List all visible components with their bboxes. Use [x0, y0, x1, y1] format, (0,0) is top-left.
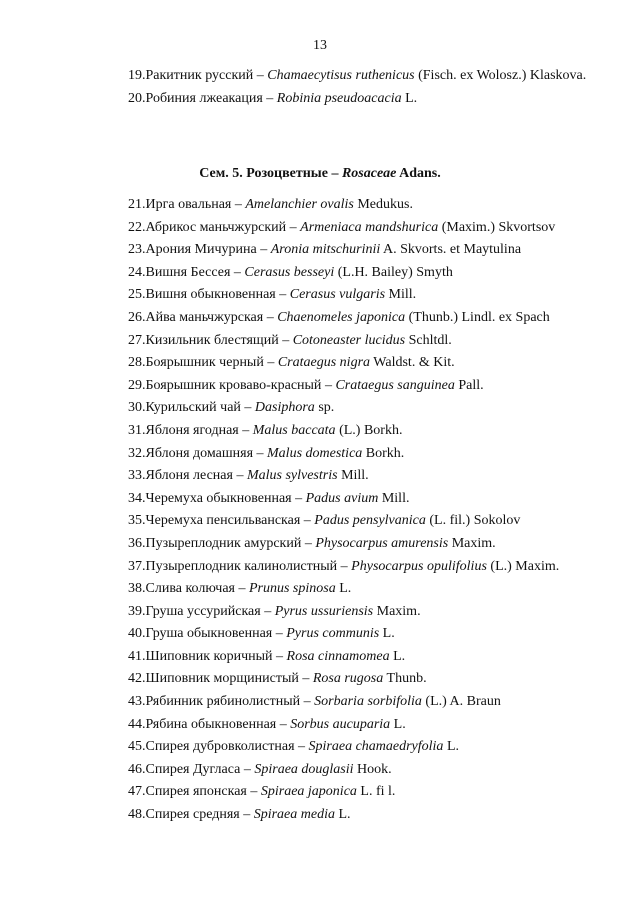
dash: –: [294, 739, 309, 755]
list-item: [128, 420, 596, 443]
dash: –: [301, 535, 316, 551]
latin-name: Chaenomeles japonica: [277, 309, 406, 325]
author: Borkh.: [362, 445, 405, 461]
dash: –: [256, 242, 271, 258]
russian-name: Рябина обыкновенная: [145, 716, 277, 732]
latin-name: Padus pensylvanica: [314, 513, 426, 529]
author: (Maxim.) Skvortsov: [438, 219, 556, 235]
latin-name: Pyrus communis: [286, 626, 380, 642]
list-item: [128, 88, 596, 111]
latin-name: Physocarpus opulifolius: [351, 558, 487, 574]
dash: –: [240, 400, 255, 416]
item-number: 40.: [128, 626, 146, 642]
list-item: [128, 397, 596, 420]
latin-name: Cerasus vulgaris: [289, 287, 386, 303]
author: Thunb.: [383, 671, 427, 687]
list-item: [128, 804, 596, 827]
author: L.: [443, 739, 459, 755]
author: Pall.: [454, 377, 484, 393]
item-number: 24.: [128, 264, 146, 280]
russian-name: Курильский чай: [145, 400, 241, 416]
author: L.: [334, 807, 351, 823]
latin-name: Amelanchier ovalis: [245, 197, 354, 212]
dash: –: [262, 90, 277, 106]
dash: –: [337, 558, 352, 574]
item-number: 25.: [128, 287, 146, 303]
latin-name: Spiraea media: [253, 807, 335, 823]
author: Mill.: [385, 287, 417, 303]
latin-name: Sorbus aucuparia: [290, 716, 391, 732]
author: (L.) Borkh.: [335, 422, 403, 438]
author: (L.H. Bailey) Smyth: [334, 264, 453, 280]
russian-name: Яблоня домашняя: [145, 445, 254, 461]
dash: –: [300, 694, 315, 710]
latin-name: Malus baccata: [252, 422, 336, 438]
section-author: Adans.: [396, 166, 441, 181]
author: Mill.: [378, 490, 410, 506]
list-item: [128, 352, 596, 375]
dash: –: [272, 648, 287, 664]
latin-name: Spiraea douglasii: [254, 761, 354, 777]
item-number: 34.: [128, 490, 146, 506]
page-number: 13: [313, 38, 327, 53]
author: Maxim.: [373, 603, 421, 619]
dash: –: [272, 626, 287, 642]
item-number: 47.: [128, 784, 146, 800]
dash: –: [327, 166, 342, 181]
dash: –: [260, 603, 275, 619]
russian-name: Груша обыкновенная: [145, 626, 273, 642]
latin-name: Sorbaria sorbifolia: [314, 694, 422, 710]
latin-name: Rosa rugosa: [312, 671, 384, 687]
list-item: [128, 217, 596, 240]
list-item: [128, 65, 596, 88]
list-item: [128, 759, 596, 782]
item-number: 22.: [128, 219, 146, 235]
latin-name: Padus avium: [305, 490, 379, 506]
list-item: [128, 194, 596, 217]
russian-name: Ирга овальная: [145, 197, 232, 212]
list-item: [128, 668, 596, 691]
list-item: [128, 239, 596, 262]
russian-name: Груша уссурийская: [145, 603, 261, 619]
item-number: 30.: [128, 400, 146, 416]
list-item: [128, 691, 596, 714]
author: Schltdl.: [405, 332, 452, 348]
author: Waldst. & Kit.: [370, 355, 455, 371]
list-item: [128, 556, 596, 579]
russian-name: Рябинник рябинолистный: [145, 694, 301, 710]
author: L.: [389, 648, 406, 664]
latin-name: Pyrus ussuriensis: [274, 603, 374, 619]
list-item: [128, 375, 596, 398]
list-item: [128, 284, 596, 307]
item-number: 45.: [128, 739, 146, 755]
dash: –: [263, 355, 278, 371]
russian-name: Яблоня лесная: [145, 468, 233, 484]
list-item: [128, 533, 596, 556]
dash: –: [253, 68, 268, 83]
item-number: 23.: [128, 242, 146, 258]
latin-name: Spiraea japonica: [260, 784, 357, 800]
russian-name: Спирея дубровколистная: [145, 739, 295, 755]
latin-name: Aronia mitschurinii: [270, 242, 381, 258]
russian-name: Спирея Дугласа: [145, 761, 241, 777]
latin-name: Physocarpus amurensis: [315, 535, 449, 551]
species-list-rosaceae: [128, 194, 596, 827]
russian-name: Айва маньчжурская: [145, 309, 264, 325]
section-heading: [0, 164, 640, 184]
russian-name: Абрикос маньчжурский: [145, 219, 287, 235]
author: L.: [379, 626, 395, 642]
list-item: [128, 488, 596, 511]
russian-name: Кизильник блестящий: [145, 332, 279, 348]
author: (Fisch. ex Wolosz.) Klaskova.: [414, 68, 587, 83]
russian-name: Шиповник коричный: [145, 648, 273, 664]
item-number: 46.: [128, 761, 146, 777]
author: Medukus.: [353, 197, 413, 212]
item-number: 37.: [128, 558, 146, 574]
list-item: [128, 601, 596, 624]
dash: –: [253, 445, 268, 461]
item-number: 33.: [128, 468, 146, 484]
list-item: [128, 330, 596, 353]
dash: –: [246, 784, 261, 800]
russian-name: Спирея средняя: [145, 807, 240, 823]
list-item: [128, 578, 596, 601]
latin-name: Malus domestica: [267, 445, 363, 461]
dash: –: [232, 468, 247, 484]
author: (Thunb.) Lindl. ex Spach: [405, 309, 550, 325]
russian-name: Робиния лжеакация: [145, 90, 263, 106]
latin-name: Cerasus besseyi: [244, 264, 335, 280]
russian-name: Спирея японская: [145, 784, 247, 800]
list-item: [128, 262, 596, 285]
author: (L.) Maxim.: [486, 558, 560, 574]
russian-name: Боярышник черный: [145, 355, 264, 371]
list-item: [128, 443, 596, 466]
russian-name: Черемуха пенсильванская: [145, 513, 301, 529]
list-item: [128, 781, 596, 804]
item-number: 28.: [128, 355, 146, 371]
dash: –: [291, 490, 306, 506]
author: Maxim.: [448, 535, 496, 551]
item-number: 32.: [128, 445, 146, 461]
dash: –: [231, 197, 246, 212]
item-number: 39.: [128, 603, 146, 619]
item-number: 42.: [128, 671, 146, 687]
dash: –: [286, 219, 301, 235]
list-item: [128, 714, 596, 737]
russian-name: Вишня обыкновенная: [145, 287, 276, 303]
dash: –: [276, 716, 291, 732]
dash: –: [234, 581, 249, 597]
item-number: 38.: [128, 581, 146, 597]
author: (L. fil.) Sokolov: [425, 513, 521, 529]
author: Hook.: [353, 761, 392, 777]
dash: –: [275, 287, 290, 303]
latin-name: Robinia pseudoacacia: [276, 90, 402, 106]
item-number: 29.: [128, 377, 146, 393]
latin-name: Crataegus nigra: [277, 355, 371, 371]
list-item: [128, 646, 596, 669]
item-number: 19.: [128, 68, 146, 83]
list-item: [128, 623, 596, 646]
russian-name: Боярышник кроваво-красный: [145, 377, 322, 393]
russian-name: Арония Мичурина: [145, 242, 257, 258]
latin-name: Cotoneaster lucidus: [292, 332, 406, 348]
latin-name: Prunus spinosa: [248, 581, 336, 597]
item-number: 27.: [128, 332, 146, 348]
latin-name: Armeniaca mandshurica: [300, 219, 439, 235]
author: Mill.: [337, 468, 369, 484]
russian-name: Пузыреплодник калинолистный: [145, 558, 338, 574]
latin-name: Rosa cinnamomea: [286, 648, 390, 664]
russian-name: Черемуха обыкновенная: [145, 490, 292, 506]
section-prefix: Сем. 5. Розоцветные: [199, 166, 328, 181]
list-item: [128, 510, 596, 533]
latin-name: Dasiphora: [254, 400, 315, 416]
author: L.: [401, 90, 418, 106]
latin-name: Chamaecytisus ruthenicus: [267, 68, 415, 83]
dash: –: [300, 513, 315, 529]
dash: –: [239, 807, 254, 823]
latin-name: Malus sylvestris: [246, 468, 338, 484]
russian-name: Вишня Бессея: [145, 264, 231, 280]
dash: –: [278, 332, 293, 348]
latin-name: Crataegus sanguinea: [335, 377, 455, 393]
author: L.: [335, 581, 352, 597]
item-number: 44.: [128, 716, 146, 732]
item-number: 43.: [128, 694, 146, 710]
item-number: 31.: [128, 422, 146, 438]
dash: –: [263, 309, 278, 325]
item-number: 21.: [128, 197, 146, 212]
dash: –: [321, 377, 336, 393]
author: L. fi l.: [356, 784, 396, 800]
russian-name: Шиповник морщинистый: [145, 671, 299, 687]
section-latin: Rosaceae: [341, 166, 397, 181]
dash: –: [238, 422, 253, 438]
item-number: 35.: [128, 513, 146, 529]
list-item: [128, 465, 596, 488]
item-number: 36.: [128, 535, 146, 551]
item-number: 41.: [128, 648, 146, 664]
author: L.: [390, 716, 406, 732]
dash: –: [230, 264, 245, 280]
latin-name: Spiraea chamaedryfolia: [308, 739, 444, 755]
list-item: [128, 307, 596, 330]
russian-name: Слива колючая: [145, 581, 235, 597]
russian-name: Яблоня ягодная: [145, 422, 239, 438]
item-number: 20.: [128, 90, 146, 106]
author: sp.: [314, 400, 335, 416]
item-number: 26.: [128, 309, 146, 325]
dash: –: [240, 761, 255, 777]
dash: –: [298, 671, 313, 687]
species-list-before: [128, 65, 596, 110]
author: A. Skvorts. et Maytulina: [380, 242, 522, 258]
author: (L.) A. Braun: [421, 694, 501, 710]
item-number: 48.: [128, 807, 146, 823]
russian-name: Пузыреплодник амурский: [145, 535, 302, 551]
russian-name: Ракитник русский: [145, 68, 254, 83]
list-item: [128, 736, 596, 759]
